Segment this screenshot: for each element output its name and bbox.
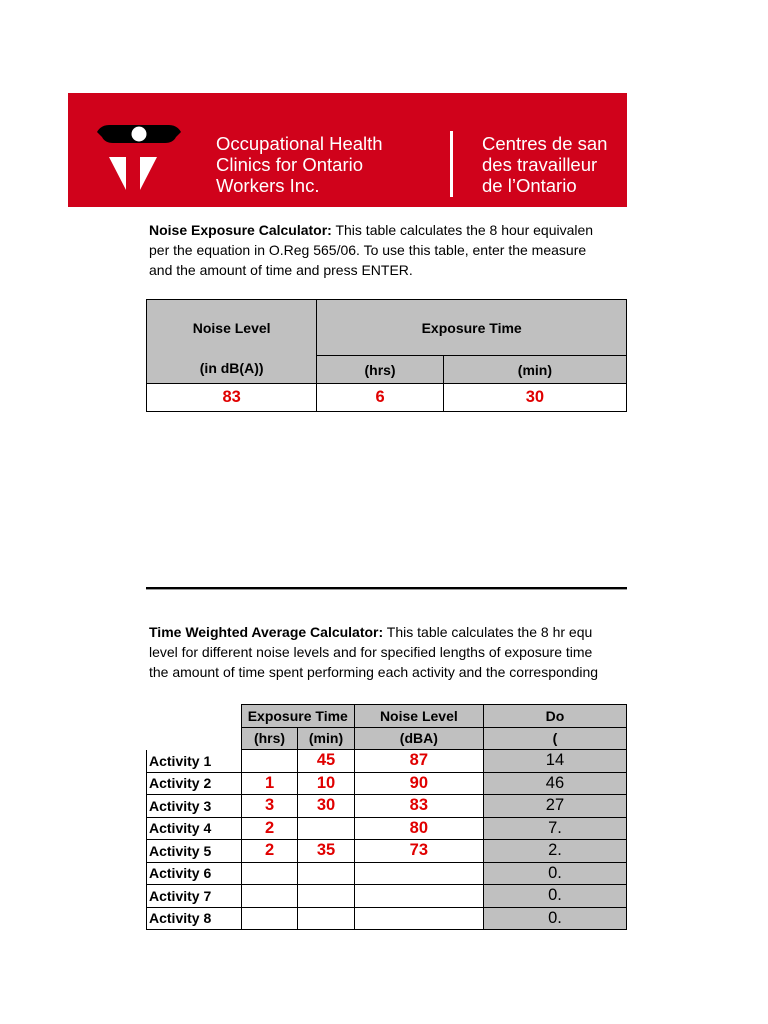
hours-input[interactable] [241,885,297,908]
activity-label: Activity 7 [147,885,242,908]
org-fr-line: Centres de san [482,133,608,154]
organization-name-english [216,133,383,196]
minutes-input[interactable] [298,862,354,885]
org-fr-line: des travailleur [482,154,598,175]
dose-value: 0. [483,885,626,908]
twa-calculator-description [149,622,598,682]
noise-level-input[interactable]: 83 [354,795,483,818]
org-en-line: Workers Inc. [216,175,320,196]
dose-value: 46 [483,772,626,795]
table-row [147,907,627,930]
hours-input[interactable]: 6 [317,384,443,412]
dose-value: 0. [483,907,626,930]
activity-label: Activity 2 [147,772,242,795]
minutes-input[interactable]: 30 [443,384,626,412]
minutes-input[interactable]: 45 [298,750,354,773]
noise-level-input[interactable] [354,885,483,908]
minutes-input[interactable] [298,885,354,908]
header-banner [68,93,627,207]
noise-level-input[interactable]: 90 [354,772,483,795]
description-text: This table calculates the 8 hr equ [383,624,593,640]
noise-calculator-description [149,220,593,280]
minutes-input[interactable] [298,907,354,930]
table-row [147,750,627,773]
table-row [147,885,627,908]
noise-level-input[interactable]: 73 [354,840,483,863]
activity-label: Activity 1 [147,750,242,773]
description-text: per the equation in O.Reg 565/06. To use this table, enter the measure [149,242,587,258]
org-en-line: Occupational Health [216,133,383,154]
organization-name-french [482,133,607,196]
twa-min-header: (min) [298,727,354,750]
minutes-input[interactable]: 35 [298,840,354,863]
twa-table [146,704,627,930]
description-text: This table calculates the 8 hour equivalen [331,222,594,238]
description-text: and the amount of time and press ENTER. [149,262,413,278]
twa-noise-level-header: Noise Level [354,705,483,728]
twa-exposure-time-header: Exposure Time [241,705,354,728]
noise-exposure-table [146,299,627,412]
dose-value: 2. [483,840,626,863]
noise-level-label: Noise Level [192,320,271,336]
ohcow-logo-icon [93,124,185,192]
description-text: level for different noise levels and for specified lengths of exposure time [149,644,593,660]
empty-corner [147,727,242,750]
hours-input[interactable] [241,750,297,773]
dose-value: 14 [483,750,626,773]
description-text: the amount of time spent performing each activity and the corresponding [149,664,599,680]
activity-label: Activity 6 [147,862,242,885]
hours-input[interactable] [241,862,297,885]
min-header: (min) [443,356,626,384]
table-row [147,817,627,840]
org-en-line: Clinics for Ontario [216,154,364,175]
dose-value: 0. [483,862,626,885]
table-row [147,840,627,863]
section-separator [146,587,627,590]
minutes-input[interactable]: 10 [298,772,354,795]
hours-input[interactable]: 3 [241,795,297,818]
activity-label: Activity 3 [147,795,242,818]
dose-value: 27 [483,795,626,818]
twa-calculator-title: Time Weighted Average Calculator: [149,624,384,640]
banner-divider [450,131,453,197]
hours-input[interactable]: 2 [241,840,297,863]
dose-value: 7. [483,817,626,840]
empty-corner [147,705,242,728]
dose-unit-header: ( [483,727,626,750]
table-row [147,795,627,818]
activity-label: Activity 4 [147,817,242,840]
noise-level-input[interactable]: 87 [354,750,483,773]
org-fr-line: de l’Ontario [482,175,577,196]
twa-hrs-header: (hrs) [241,727,297,750]
hrs-header: (hrs) [317,356,443,384]
exposure-time-header: Exposure Time [317,300,627,356]
minutes-input[interactable]: 30 [298,795,354,818]
noise-unit-label: (in dB(A)) [199,360,264,376]
table-row [147,862,627,885]
noise-level-input[interactable]: 83 [147,384,317,412]
table-row [147,772,627,795]
noise-level-input[interactable]: 80 [354,817,483,840]
activity-label: Activity 5 [147,840,242,863]
twa-dba-header: (dBA) [354,727,483,750]
noise-level-input[interactable] [354,907,483,930]
noise-level-header [147,300,317,384]
minutes-input[interactable] [298,817,354,840]
hours-input[interactable]: 2 [241,817,297,840]
noise-calculator-title: Noise Exposure Calculator: [149,222,332,238]
hours-input[interactable] [241,907,297,930]
dose-header: Do [483,705,626,728]
activity-label: Activity 8 [147,907,242,930]
noise-level-input[interactable] [354,862,483,885]
hours-input[interactable]: 1 [241,772,297,795]
